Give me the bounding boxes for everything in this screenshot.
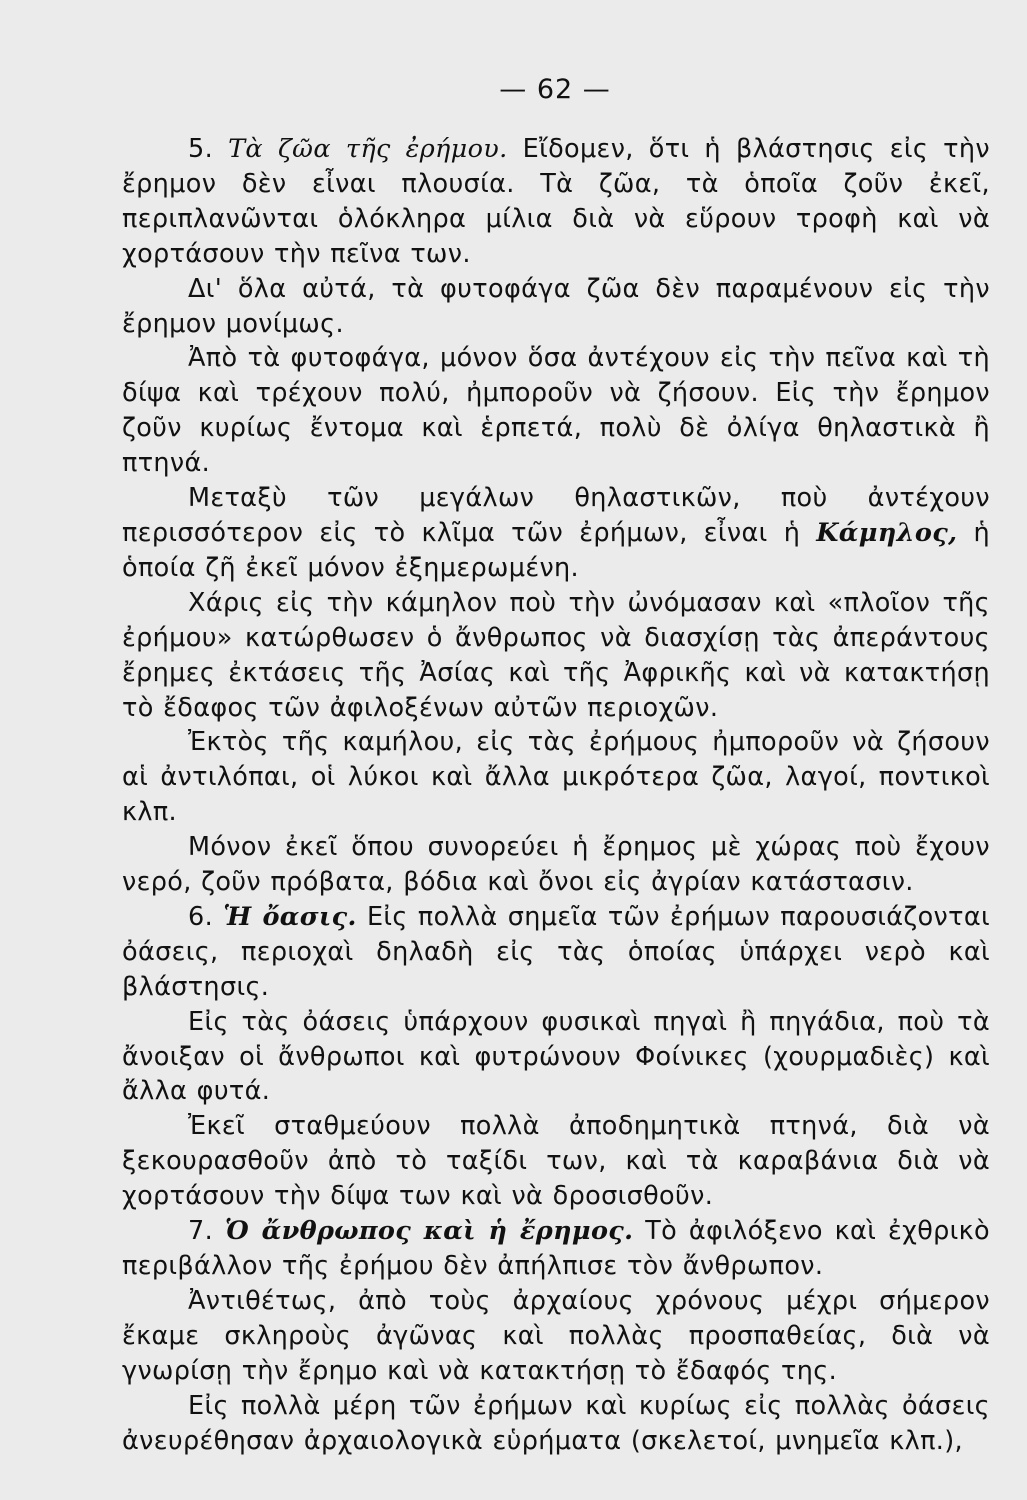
paragraph-text: Μεταξὺ τῶν μεγάλων θηλαστικῶν, ποὺ ἀντέχουν περισσότερον εἰς τὸ κλῖμα τῶν ἐρήμων, εἶναι ἡ — [122, 483, 990, 548]
body-text — [122, 132, 990, 1458]
paragraph: Δι' ὅλα αὐτά, τὰ φυτοφάγα ζῶα δὲν παραμένουν εἰς τὴν ἔρημον μονίμως. — [122, 273, 990, 339]
paragraph-section-5 — [122, 132, 990, 272]
section-number: 7. — [188, 1216, 214, 1247]
paragraph: Ἐκτὸς τῆς καμήλου, εἰς τὰς ἐρήμους ἠμποροῦν νὰ ζήσουν αἱ ἀντιλόπαι, οἱ λύκοι καὶ ἄλλα μικρότερα ζῶα, λαγοί, ποντικοὶ κλπ. — [122, 727, 990, 828]
section-title: Τὰ ζῶα τῆς ἐρήμου. — [228, 134, 508, 164]
paragraph: Εἰς τὰς ὀάσεις ὑπάρχουν φυσικαὶ πηγαὶ ἢ πηγάδια, ποὺ τὰ ἄνοιξαν οἱ ἄνθρωποι καὶ φυτρώνουν Φοίνικες (χουρμαδιὲς) καὶ ἄλλα φυτά. — [122, 1006, 990, 1107]
paragraph: Εἰς πολλὰ μέρη τῶν ἐρήμων καὶ κυρίως εἰς πολλὰς ὀάσεις ἀνευρέθησαν ἀρχαιολογικὰ εὑρήματα (σκελετοί, μνημεῖα κλπ.), — [122, 1390, 990, 1456]
paragraph-camel — [122, 481, 990, 586]
section-title: Ὁ ἄνθρωπος καὶ ἡ ἔρημος. — [224, 1216, 634, 1247]
paragraph: Μόνον ἐκεῖ ὅπου συνορεύει ἡ ἔρημος μὲ χώρας ποὺ ἔχουν νερό, ζοῦν πρόβατα, βόδια καὶ ὄνοι εἰς ἀγρίαν κατάστασιν. — [122, 832, 990, 898]
paragraph-section-7 — [122, 1214, 990, 1284]
paragraph-text: ἡ ὁποία ζῆ ἐκεῖ μόνον ἐξημερωμένη. — [122, 517, 990, 583]
paragraph: Ἀντιθέτως, ἀπὸ τοὺς ἀρχαίους χρόνους μέχρι σήμερον ἔκαμε σκληροὺς ἀγῶνας καὶ πολλὰς προσπαθείας, διὰ νὰ γνωρίσῃ τὴν ἔρημο καὶ νὰ κατακτήσῃ τὸ ἔδαφός της. — [122, 1285, 990, 1386]
paragraph: Ἀπὸ τὰ φυτοφάγα, μόνον ὅσα ἀντέχουν εἰς τὴν πεῖνα καὶ τὴ δίψα καὶ τρέχουν πολύ, ἠμποροῦν νὰ ζήσουν. Εἰς τὴν ἔρημον ζοῦν κυρίως ἔντομα καὶ ἑρπετά, πολὺ δὲ ὀλίγα θηλαστικὰ ἢ πτηνά. — [122, 343, 990, 479]
paragraph-text: Εἴδομεν, ὅτι ἡ βλάστησις εἰς τὴν ἔρημον δὲν εἶναι πλουσία. Τὰ ζῶα, τὰ ὁποῖα ζοῦν ἐκεῖ, περιπλανῶνται ὁλόκληρα μίλια διὰ νὰ εὕρουν τροφὴ καὶ νὰ χορτάσουν τὴν πεῖνα των. — [122, 134, 990, 269]
paragraph-section-6 — [122, 900, 990, 1005]
paragraph: Χάρις εἰς τὴν κάμηλον ποὺ τὴν ὠνόμασαν καὶ «πλοῖον τῆς ἐρήμου» κατώρθωσεν ὁ ἄνθρωπος νὰ διασχίσῃ τὰς ἀπεράντους ἔρημες ἐκτάσεις τῆς Ἀσίας καὶ τῆς Ἀφρικῆς καὶ νὰ κατακτήσῃ τὸ ἔδαφος τῶν ἀφιλοξένων αὐτῶν περιοχῶν. — [122, 587, 990, 723]
section-title: Ἡ ὄασις. — [223, 901, 357, 932]
section-number: 6. — [188, 901, 214, 932]
page-number: — 62 — — [499, 74, 611, 105]
section-number: 5. — [188, 134, 214, 164]
emphasized-term: Κάμηλος, — [816, 517, 958, 548]
paragraph-text: Εἰς πολλὰ σημεῖα τῶν ἐρήμων παρουσιάζονται ὀάσεις, περιοχαὶ δηλαδὴ εἰς τὰς ὁποίας ὑπάρχει νερὸ καὶ βλάστησις. — [122, 901, 990, 1002]
paragraph-text: Τὸ ἀφιλόξενο καὶ ἐχθρικὸ περιβάλλον τῆς ἐρήμου δὲν ἀπήλπισε τὸν ἄνθρωπον. — [122, 1216, 990, 1281]
paragraph: Ἐκεῖ σταθμεύουν πολλὰ ἀποδημητικὰ πτηνά, διὰ νὰ ξεκουρασθοῦν ἀπὸ τὸ ταξίδι των, καὶ τὰ καραβάνια διὰ νὰ χορτάσουν τὴν δίψα των καὶ νὰ δροσισθοῦν. — [122, 1111, 990, 1212]
